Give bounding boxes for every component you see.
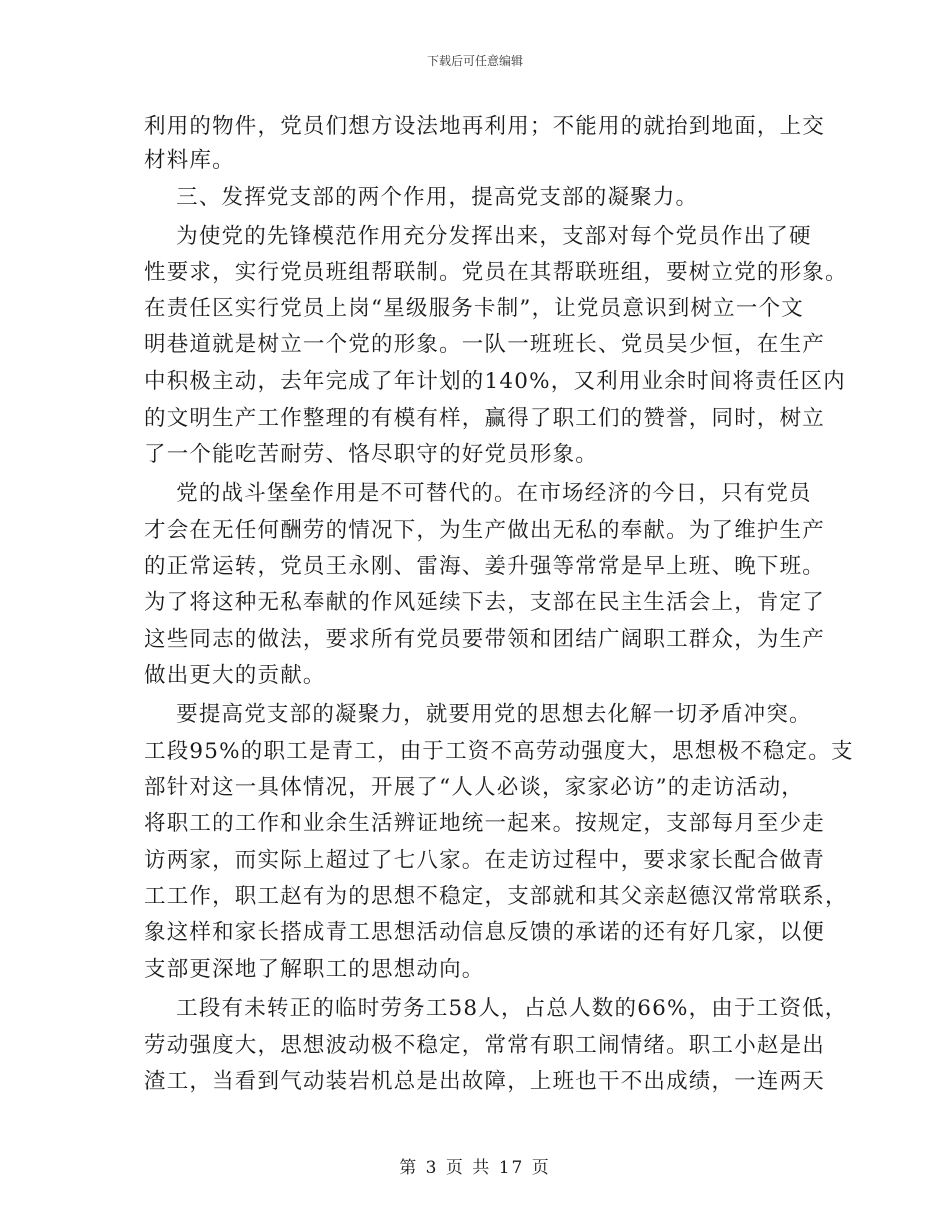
text-line: 象这样和家长搭成青工思想活动信息反馈的承诺的还有好几家，以便 <box>144 920 826 945</box>
text-line: 材料库。 <box>144 148 235 173</box>
text-line: 支部更深地了解职工的思想动向。 <box>144 957 485 982</box>
text-line: 将职工的工作和业余生活辨证地统一起来。按规定，支部每月至少走 <box>144 811 826 836</box>
page-header-note: 下载后可任意编辑 <box>426 54 523 68</box>
text-line: 在责任区实行党员上岗“星级服务卡制”，让党员意识到树立一个文 <box>144 296 804 321</box>
text-line: 性要求，实行党员班组帮联制。党员在其帮联班组，要树立党的形象。 <box>144 260 848 285</box>
text-line: 工段有未转正的临时劳务工58人，占总人数的66%，由于工资低， <box>144 996 848 1021</box>
text-line: 这些同志的做法，要求所有党员要带领和团结广阔职工群众，为生产 <box>144 627 826 652</box>
text-line: 访两家，而实际上超过了七八家。在走访过程中，要求家长配合做青 <box>144 848 826 873</box>
text-line: 了一个能吃苦耐劳、恪尽职守的好党员形象。 <box>144 442 599 467</box>
text-line: 明巷道就是树立一个党的形象。一队一班班长、党员吴少恒，在生产 <box>144 332 826 357</box>
text-line: 工工作，职工赵有为的思想不稳定，支部就和其父亲赵德汉常常联系， <box>144 884 848 909</box>
text-line: 的正常运转，党员王永刚、雷海、姜升强等常常是早上班、晚下班。 <box>144 554 826 579</box>
text-line: 才会在无任何酬劳的情况下，为生产做出无私的奉献。为了维护生产 <box>144 518 826 543</box>
page-number: 第 3 页 共 17 页 <box>399 1158 551 1178</box>
text-line: 工段95%的职工是青工，由于工资不高劳动强度大，思想极不稳定。支 <box>144 739 854 764</box>
text-line: 中积极主动，去年完成了年计划的140%，又利用业余时间将责任区内 <box>144 369 846 394</box>
text-line: 要提高党支部的凝聚力，就要用党的思想去化解一切矛盾冲突。 <box>144 702 812 727</box>
text-line: 的文明生产工作整理的有模有样，赢得了职工们的赞誉，同时，树立 <box>144 406 826 431</box>
section-heading: 三、发挥党支部的两个作用，提高党支部的凝聚力。 <box>144 185 699 210</box>
text-line: 劳动强度大，思想波动极不稳定，常常有职工闹情绪。职工小赵是出 <box>144 1033 826 1058</box>
text-line: 利用的物件，党员们想方设法地再利用；不能用的就抬到地面，上交 <box>144 114 826 139</box>
text-line: 为了将这种无私奉献的作风延续下去，支部在民主生活会上，肯定了 <box>144 590 826 615</box>
text-line: 渣工，当看到气动装岩机总是出故障，上班也干不出成绩，一连两天 <box>144 1069 826 1094</box>
text-line: 做出更大的贡献。 <box>144 663 326 688</box>
text-line: 为使党的先锋模范作用充分发挥出来，支部对每个党员作出了硬 <box>144 224 812 249</box>
text-line: 党的战斗堡垒作用是不可替代的。在市场经济的今日，只有党员 <box>144 481 812 506</box>
text-line: 部针对这一具体情况，开展了“人人必谈，家家必访”的走访活动， <box>144 775 804 800</box>
